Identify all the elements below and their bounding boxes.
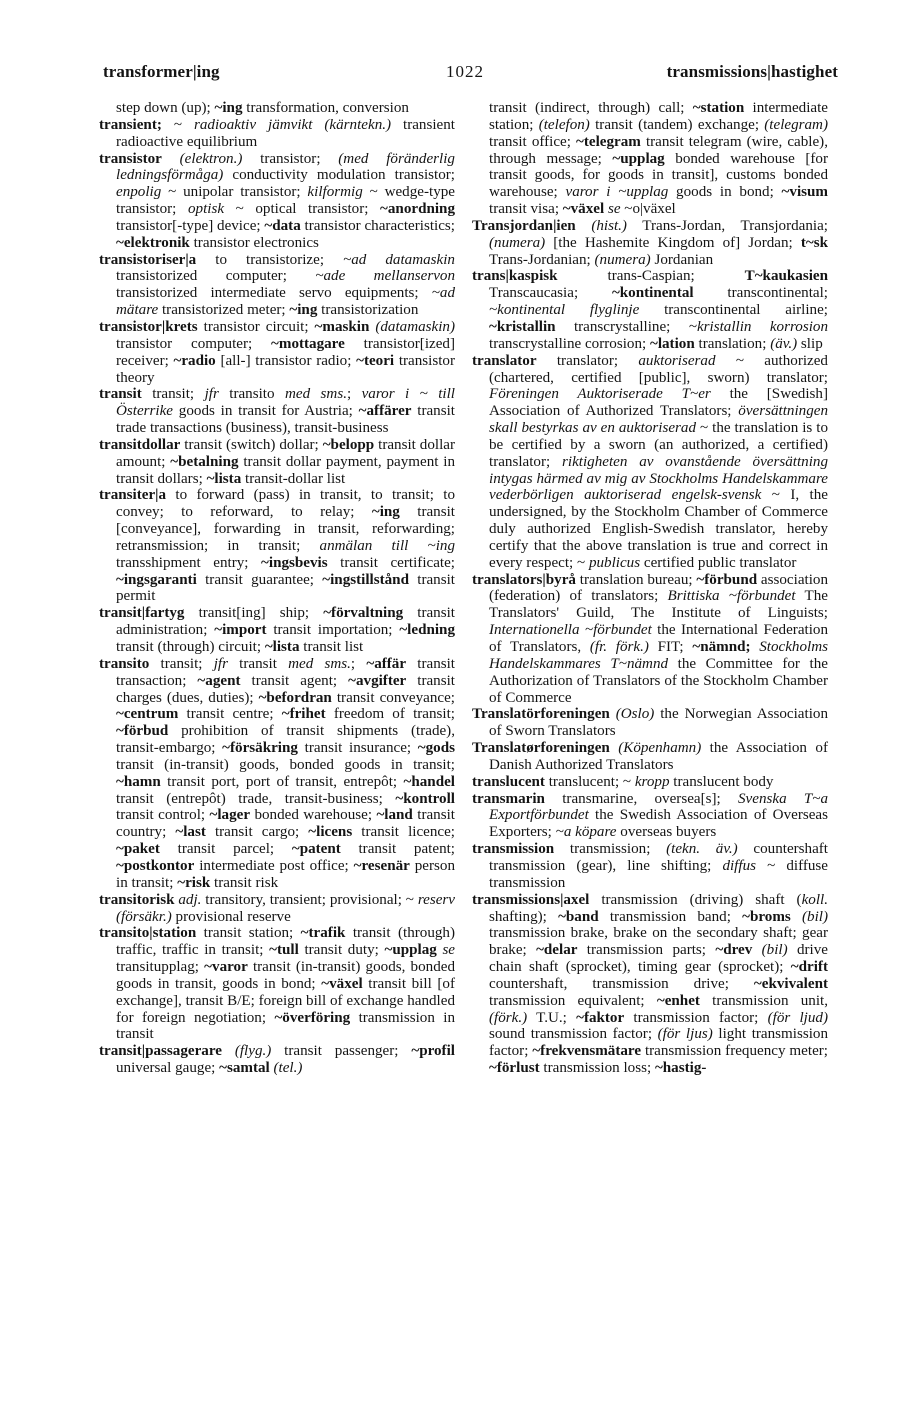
dictionary-entry: transmarin transmarine, oversea[s]; Svenska T~a Exportförbundet the Swedish Association of Overseas Exporters; ~a köpare overseas buyers xyxy=(472,790,828,841)
dictionary-entry: transistor (elektron.) transistor; (med föränderlig ledningsförmåga) conductivity modulation transistor; enpolig ~ unipolar transistor; kilformig ~ wedge-type transistor; optisk ~ optical transistor; ~anordning transistor[-type] device; ~data transistor characteristics; ~elektronik transistor electronics xyxy=(99,150,455,251)
dictionary-entry: Transjordan|ien (hist.) Trans-Jordan, Transjordania; (numera) [the Hashemite Kingdom of] Jordan; t~sk Trans-Jordanian; (numera) Jordanian xyxy=(472,217,828,268)
dictionary-entry: transmission transmission; (tekn. äv.) countershaft transmission (gear), line shifting; diffus ~ diffuse transmission xyxy=(472,841,829,891)
dictionary-entry: transit (indirect, through) call; ~station intermediate station; (telefon) transit (tandem) exchange; (telegram) transit office; ~telegram transit telegram (wire, cable), through message; ~upplag bonded warehouse [for transit goods, for goods in transit], customs bonded warehouse; varor i ~upplag goods in bond; ~visum transit visa; ~växel se ~o|växel xyxy=(489,100,829,218)
dictionary-entry: translator translator; auktoriserad ~ authorized (chartered, certified [public], sworn) translator; Föreningen Auktoriserade T~er the [Swedish] Association of Authorized Translators; översättningen skall bestyrkas av en auktoriserad ~ the translation is to be certified by a sworn (an authorized, a certified) translator; riktigheten av ovanstående översättning intygas härmed av mig av Stockholms Handelskammare vederbörligen auktoriserad engelsk-svensk ~ I, the undersigned, by the Stockholm Chamber of Commerce duly authorized English-Swedish translator, hereby certify that the above translation is true and correct in every respect; ~ publicus certified public translator xyxy=(472,352,828,571)
dictionary-entry: transmissions|axel transmission (driving) shaft (koll. shafting); ~band transmission band; ~broms (bil) transmission brake, brake on the secondary shaft; gear brake; ~delar transmission parts; ~drev (bil) drive chain shaft (sprocket), timing gear (sprocket); ~drift countershaft, transmission drive; ~ekvivalent transmission equivalent; ~enhet transmission unit, (förk.) T.U.; ~faktor transmission factor; (för ljud) sound transmission factor; (för ljus) light transmission factor; ~frekvensmätare transmission frequency meter; ~förlust transmission loss; ~hastig- xyxy=(472,891,829,1077)
dictionary-entry: transiter|a to forward (pass) in transit, to transit; to convey; to reforward, to relay; ~ing transit [conveyance], forwarding in transit, reforwarding; retransmission; in transit; anmälan till ~ing transshipment entry; ~ingsbevis transit certificate; ~ingsgaranti transit guarantee; ~ingstillstånd transit permit xyxy=(99,487,455,605)
dictionary-entry: translucent translucent; ~ kropp translucent body xyxy=(472,773,774,790)
dictionary-entry: transit|fartyg transit[ing] ship; ~förvaltning transit administration; ~import transit importation; ~ledning transit (through) circuit; ~lista transit list xyxy=(99,605,455,655)
left-column xyxy=(99,100,455,1077)
dictionary-entry: transient; ~ radioaktiv jämvikt (kärntekn.) transient radioactive equilibrium xyxy=(99,116,455,150)
dictionary-entry: transito|station transit station; ~trafik transit (through) traffic, traffic in transit; ~tull transit duty; ~upplag se transitupplag; ~varor transit (in-transit) goods, bonded goods in transit, goods in bond; ~växel transit bill [of exchange], transit B/E; foreign bill of exchange handled for foreign negotiation; ~överföring transmission in transit xyxy=(99,925,456,1043)
dictionary-entry: transito transit; jfr transit med sms.; ~affär transit transaction; ~agent transit agent; ~avgifter transit charges (dues, duties); ~befordran transit conveyance; ~centrum transit centre; ~frihet freedom of transit; ~förbud prohibition of transit shipments (trade), transit-embargo; ~försäkring transit insurance; ~gods transit (in-transit) goods, bonded goods in transit; ~hamn transit port, port of transit, entrepôt; ~handel transit (entrepôt) trade, transit-business; ~kontroll transit control; ~lager bonded warehouse; ~land transit country; ~last transit cargo; ~licens transit licence; ~paket transit parcel; ~patent transit patent; ~postkontor intermediate post office; ~resenär person in transit; ~risk transit risk xyxy=(99,655,456,891)
dictionary-entry: transit|passagerare (flyg.) transit passenger; ~profil universal gauge; ~samtal (tel.) xyxy=(99,1043,455,1077)
left-guide-word: transformer|ing xyxy=(103,62,220,81)
right-column xyxy=(472,100,828,1077)
dictionary-entry: Translatörforeningen (Oslo) the Norwegian Association of Sworn Translators xyxy=(472,706,828,740)
dictionary-entry: transit transit; jfr transito med sms.; varor i ~ till Österrike goods in transit for Austria; ~affärer transit trade transactions (business), transit-business xyxy=(99,386,456,437)
dictionary-entry: transitdollar transit (switch) dollar; ~belopp transit dollar amount; ~betalning transit dollar payment, payment in transit dollars; ~lista transit-dollar list xyxy=(99,436,456,487)
dictionary-entry: Translatørforeningen (Köpenhamn) the Association of Danish Authorized Translators xyxy=(472,740,828,773)
dictionary-entry: translators|byrå translation bureau; ~förbund association (federation) of translators; Brittiska ~förbundet The Translators' Guild, The Institute of Linguists; Internationella ~förbundet the International Federation of Translators, (fr. förk.) FIT; ~nämnd; Stockholms Handelskammares T~nämnd the Committee for the Authorization of Translators of the Stockholm Chamber of Commerce xyxy=(472,571,829,706)
dictionary-entry: transistor|krets transistor circuit; ~maskin (datamaskin) transistor computer; ~mottagare transistor[ized] receiver; ~radio [all-] transistor radio; ~teori transistor theory xyxy=(99,318,456,386)
dictionary-entry: transistoriser|a to transistorize; ~ad datamaskin transistorized computer; ~ade mellanservon transistorized intermediate servo equipments; ~ad mätare transistorized meter; ~ing transistorization xyxy=(99,251,455,319)
dictionary-entry: step down (up); ~ing transformation, conversion xyxy=(116,100,409,116)
right-guide-word: transmissions|hastighet xyxy=(666,62,838,81)
page-number: 1022 xyxy=(446,62,484,81)
dictionary-entry: transitorisk adj. transitory, transient; provisional; ~ reserv (försäkr.) provisional reserve xyxy=(99,891,455,925)
dictionary-entry: trans|kaspisk trans-Caspian; T~kaukasien Transcaucasia; ~kontinental transcontinental; ~kontinental flyglinje transcontinental airline; ~kristallin transcrystalline; ~kristallin korrosion transcrystalline corrosion; ~lation translation; (äv.) slip xyxy=(472,268,829,352)
